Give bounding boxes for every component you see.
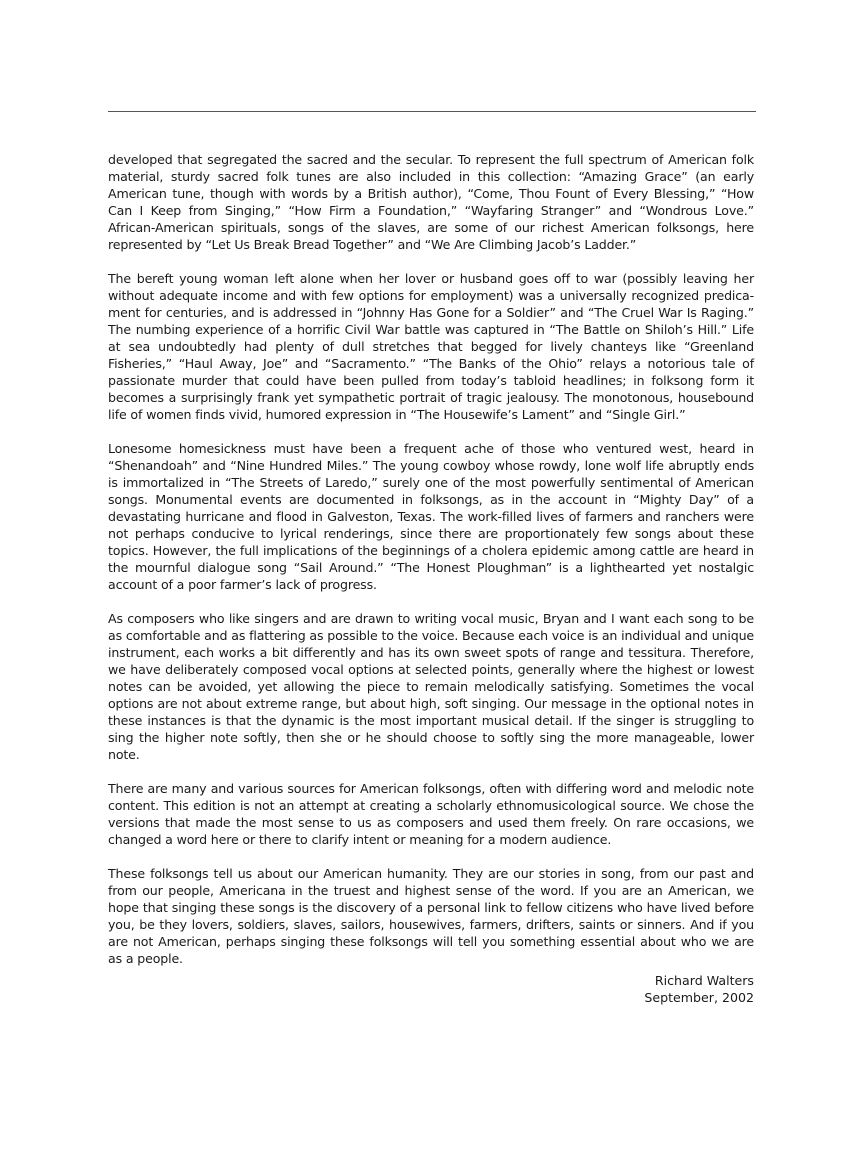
- document-page: [108, 0, 756, 1152]
- signature-date: September, 2002: [644, 990, 754, 1005]
- paragraph-western-songs: Lonesome homesickness must have been a frequent ache of those who ventured west, heard in “Shenandoah” and “Nine Hundred Miles.” The young cowboy whose rowdy, lone wolf life abruptly ends is immortalized in “The Streets of Laredo,” surely one of the most powerfully sentimental of American songs. Monumental events are documented in folksongs, as in the account in “Mighty Day” of a devastating hurricane and flood in Galveston, Texas. The work-filled lives of farmers and ranchers were not perhaps conducive to lyrical renderings, since there are proportionately few songs about these topics. However, the full implications of the beginnings of a cholera epidemic among cattle are heard in the mournful dialogue song “Sail Around.” “The Honest Ploughman” is a lighthearted yet nostalgic account of a poor farmer’s lack of progress.: [108, 441, 754, 592]
- header-rule: [108, 111, 756, 112]
- paragraph-sources: There are many and various sources for American folksongs, often with differing word and melodic note content. This edition is not an attempt at creating a scholarly ethnomusicological source. We chose the versions that made the most sense to us as composers and used them freely. On rare occasions, we changed a word here or there to clarify intent or meaning for a modern audience.: [108, 781, 754, 847]
- signature-name: Richard Walters: [654, 973, 754, 988]
- signature-block: [108, 972, 754, 1006]
- body-text: [108, 151, 754, 1006]
- paragraph-sacred-folk-tunes: developed that segregated the sacred and the secular. To represent the full spectrum of American folk material, sturdy sacred folk tunes are also included in this collection: “Amazing Grace” (an early American tune, though with words by a British author), “Come, Thou Fount of Every Blessing,” “How Can I Keep from Singing,” “How Firm a Foundation,” “Wayfaring Stranger” and “Wondrous Love.” African-American spirituals, songs of the slaves, are some of our richest American folksongs, here represented by “Let Us Break Bread Together” and “We Are Climbing Jacob’s Ladder.”: [108, 152, 754, 252]
- paragraph-war-and-sea-songs: The bereft young woman left alone when her lover or husband goes off to war (possibly leaving her without adequate income and with few options for employment) was a universally recognized predica-ment for centuries, and is addressed in “Johnny Has Gone for a Soldier” and “The Cruel War Is Raging.” The numbing experience of a horrific Civil War battle was captured in “The Battle on Shiloh’s Hill.” Life at sea undoubtedly had plenty of dull stretches that begged for lively chanteys like “Greenland Fisheries,” “Haul Away, Joe” and “Sacramento.” “The Banks of the Ohio” relays a notorious tale of passionate murder that could have been pulled from today’s tabloid headlines; in folksong form it becomes a surprisingly frank yet sympathetic portrait of tragic jealousy. The monotonous, housebound life of women finds vivid, humored expression in “The Housewife’s Lament” and “Single Girl.”: [108, 271, 754, 422]
- paragraph-vocal-options: As composers who like singers and are drawn to writing vocal music, Bryan and I want each song to be as comfortable and as flattering as possible to the voice. Because each voice is an individual and unique instrument, each works a bit differently and has its own sweet spots of range and tessitura. Therefore, we have deliberately composed vocal options at selected points, generally where the highest or lowest notes can be avoided, yet allowing the piece to remain melodically satisfying. Sometimes the vocal options are not about extreme range, but about high, soft singing. Our message in the optional notes in these instances is that the dynamic is the most important musical detail. If the singer is struggling to sing the higher note softly, then she or he should choose to softly sing the more manageable, lower note.: [108, 611, 754, 762]
- paragraph-american-humanity: These folksongs tell us about our American humanity. They are our stories in song, from our past and from our people, Americana in the truest and highest sense of the word. If you are an American, we hope that singing these songs is the discovery of a personal link to fellow citizens who have lived before you, be they lovers, soldiers, slaves, sailors, housewives, farmers, drifters, saints or sinners. And if you are not American, perhaps singing these folksongs will tell you something essential about who we are as a people.: [108, 866, 754, 966]
